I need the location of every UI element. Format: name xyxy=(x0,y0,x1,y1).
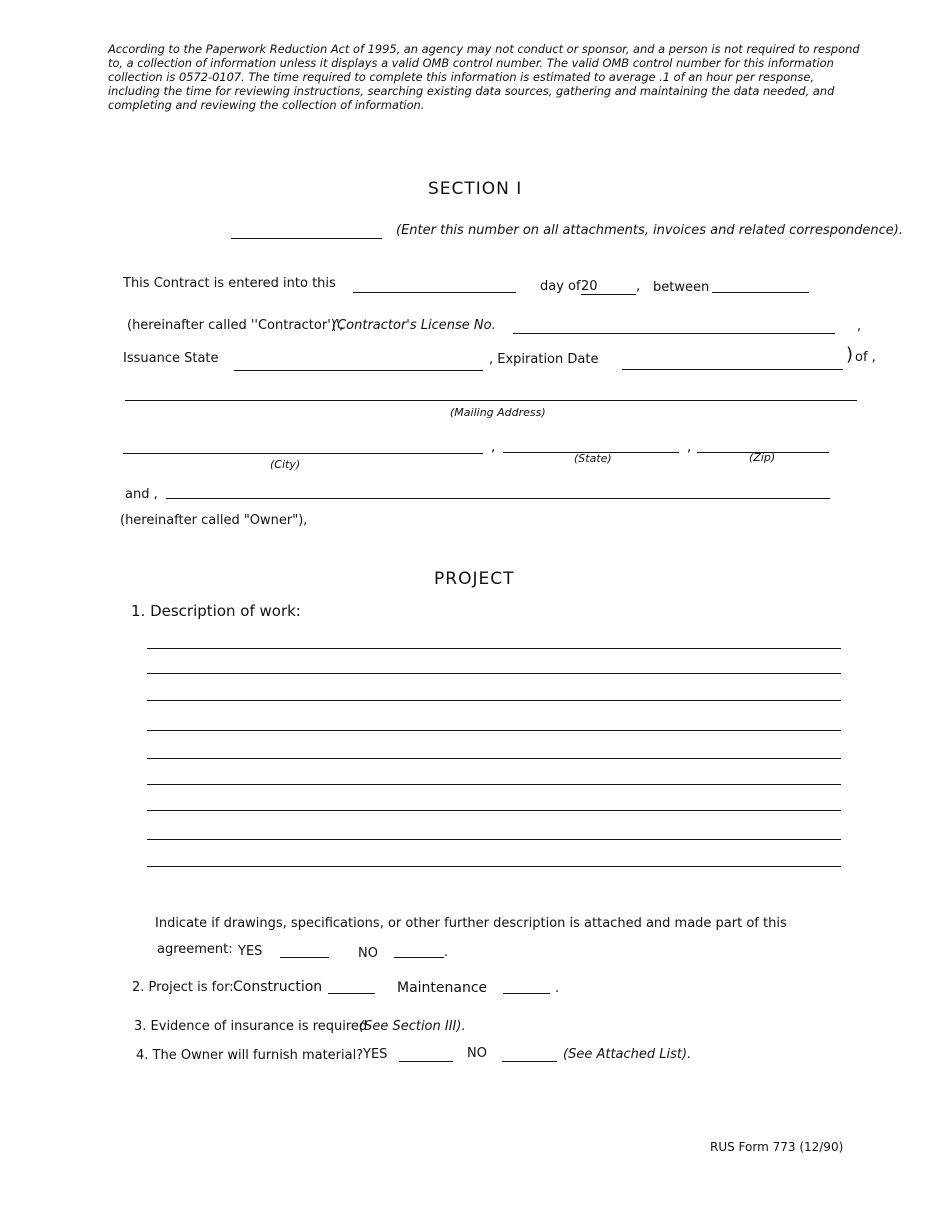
city-field[interactable] xyxy=(123,453,483,454)
material-yes-field[interactable] xyxy=(399,1061,453,1062)
issuance-state-label: Issuance State xyxy=(123,351,219,366)
attachments-yes-label: YES xyxy=(238,944,263,959)
close-paren: ) xyxy=(846,344,854,365)
state-comma: , xyxy=(687,440,692,455)
license-trailing-comma: , xyxy=(857,319,862,334)
description-line[interactable] xyxy=(147,810,841,811)
city-caption: (City) xyxy=(270,458,301,471)
description-line[interactable] xyxy=(147,700,841,701)
description-line[interactable] xyxy=(147,758,841,759)
maintenance-field[interactable] xyxy=(503,993,550,994)
year-comma: , xyxy=(636,279,641,294)
contract-number-field[interactable] xyxy=(231,238,382,239)
project-for-label: 2. Project is for: xyxy=(132,980,234,995)
expiration-date-field[interactable] xyxy=(622,369,843,370)
section-title: SECTION I xyxy=(428,179,523,199)
material-no-label: NO xyxy=(467,1046,487,1061)
project-title: PROJECT xyxy=(434,569,515,589)
construction-field[interactable] xyxy=(328,993,375,994)
mailing-address-caption: (Mailing Address) xyxy=(450,406,546,419)
maintenance-label: Maintenance xyxy=(397,980,488,996)
material-no-field[interactable] xyxy=(502,1061,557,1062)
material-yes-label: YES xyxy=(363,1047,388,1062)
attachments-no-field[interactable] xyxy=(394,957,444,958)
day-of-label: day of xyxy=(540,279,581,294)
description-line[interactable] xyxy=(147,839,841,840)
issuance-state-field[interactable] xyxy=(234,370,483,371)
construction-label: Construction xyxy=(233,979,323,995)
agreement-label: agreement: xyxy=(157,942,233,957)
contract-day-field[interactable] xyxy=(353,292,516,293)
description-line[interactable] xyxy=(147,784,841,785)
and-label: and , xyxy=(125,487,158,502)
project-for-period: . xyxy=(555,981,560,996)
state-caption: (State) xyxy=(574,452,612,465)
zip-caption: (Zip) xyxy=(749,451,776,464)
attachments-period: . xyxy=(444,945,449,960)
description-line[interactable] xyxy=(147,673,841,674)
description-line[interactable] xyxy=(147,730,841,731)
city-comma: , xyxy=(491,440,496,455)
between-field[interactable] xyxy=(712,292,809,293)
of-label: of , xyxy=(855,350,876,365)
contract-year-field[interactable]: 20 xyxy=(581,279,636,295)
description-line[interactable] xyxy=(147,866,841,867)
license-label: (Contractor's License No. xyxy=(332,318,496,333)
description-of-work-label: 1. Description of work: xyxy=(131,602,301,620)
attachments-yes-field[interactable] xyxy=(280,957,329,958)
form-number: RUS Form 773 (12/90) xyxy=(710,1140,844,1154)
insurance-label: 3. Evidence of insurance is required xyxy=(134,1019,368,1034)
owner-field[interactable] xyxy=(166,498,830,499)
contract-number-note: (Enter this number on all attachments, invoices and related correspondence). xyxy=(396,223,904,238)
between-label: between xyxy=(653,280,710,295)
contract-entered-label: This Contract is entered into this xyxy=(123,276,336,291)
license-number-field[interactable] xyxy=(513,333,835,334)
attachments-question: Indicate if drawings, specifications, or other further description is attached and made part of this xyxy=(155,916,787,931)
contractor-called-label: (hereinafter called ''Contractor')', xyxy=(127,318,344,333)
owner-material-label: 4. The Owner will furnish material? xyxy=(136,1048,364,1063)
expiration-date-label: , Expiration Date xyxy=(489,352,599,367)
attachments-no-label: NO xyxy=(358,946,378,961)
description-line[interactable] xyxy=(147,648,841,649)
see-attached-list: (See Attached List). xyxy=(563,1047,692,1062)
insurance-reference: (See Section III). xyxy=(359,1019,466,1034)
mailing-address-field[interactable] xyxy=(125,400,857,401)
owner-called-label: (hereinafter called "Owner"), xyxy=(120,513,308,528)
paperwork-notice: According to the Paperwork Reduction Act of 1995, an agency may not conduct or sponsor, and a person is not required to respond to, a collection of information unless it displays a valid OMB control number. The valid OMB control number for this information collection is 0572-0107. The time required to complete this information is estimated to average .1 of an hour per response, including the time for reviewing instructions, searching existing data sources, gathering and maintaining the data needed, and completing and reviewing the collection of information. xyxy=(108,42,860,112)
